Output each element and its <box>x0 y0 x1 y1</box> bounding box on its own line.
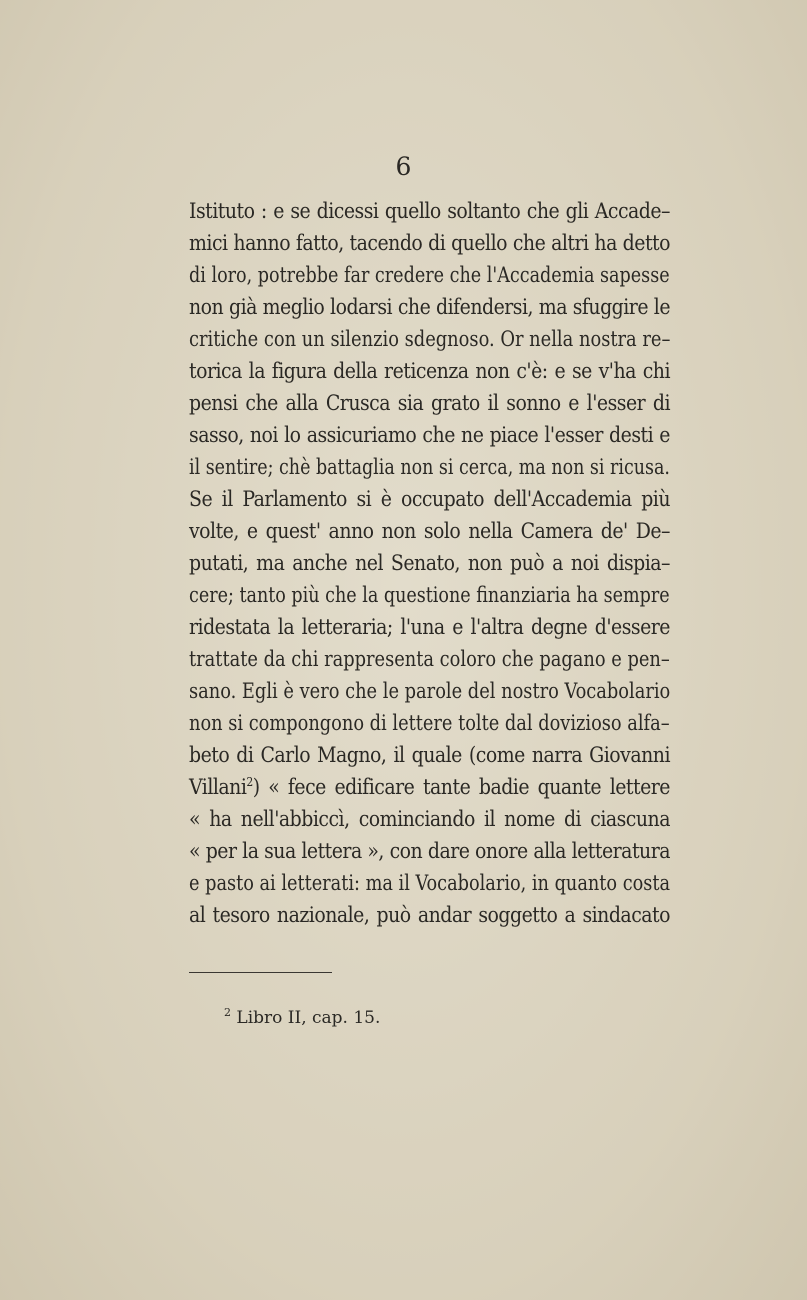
text-line: non si compongono di lettere tolte dal dovizioso alfa– <box>189 711 670 735</box>
text-line: Istituto : e se dicessi quello soltanto che gli Accade– <box>189 199 670 223</box>
text-line: torica la figura della reticenza non c'è: e se v'ha chi <box>189 359 670 383</box>
text-line: trattate da chi rappresenta coloro che pagano e pen– <box>189 647 670 671</box>
line-start: Villani <box>189 775 247 799</box>
body-text <box>189 195 670 931</box>
text-line-with-note <box>189 771 670 803</box>
text-line: e pasto ai letterati: ma il Vocabolario, in quanto costa <box>189 871 671 895</box>
text-line: pensi che alla Crusca sia grato il sonno e l'esser di <box>189 391 670 415</box>
text-line: critiche con un silenzio sdegnoso. Or nella nostra re– <box>189 327 671 351</box>
text-line: mici hanno fatto, tacendo di quello che altri ha detto <box>189 231 670 255</box>
text-line: volte, e quest' anno non solo nella Camera de' De– <box>189 519 670 543</box>
text-line: ridestata la letteraria; l'una e l'altra degne d'essere <box>189 615 670 639</box>
footnote-reference[interactable]: 2 <box>246 775 253 789</box>
text-line: non già meglio lodarsi che difendersi, ma sfuggire le <box>189 295 670 319</box>
text-line: cere; tanto più che la questione finanziaria ha sempre <box>189 583 670 607</box>
text-line: « ha nell'abbiccì, cominciando il nome di ciascuna <box>189 807 670 831</box>
text-line: Se il Parlamento si è occupato dell'Accademia più <box>189 487 670 511</box>
text-line: di loro, potrebbe far credere che l'Accademia sapesse <box>189 263 670 287</box>
text-line: « per la sua lettera », con dare onore alla letteratura <box>189 839 670 863</box>
footnote-text: Libro II, cap. 15. <box>236 1008 381 1028</box>
text-line: beto di Carlo Magno, il quale (come narra Giovanni <box>189 743 670 767</box>
text-line: al tesoro nazionale, può andar soggetto a sindacato <box>189 903 670 927</box>
text-line: sano. Egli è vero che le parole del nostro Vocabolario <box>189 679 671 703</box>
text-line: putati, ma anche nel Senato, non può a noi dispia– <box>189 551 670 575</box>
text-line: il sentire; chè battaglia non si cerca, ma non si ricusa. <box>189 455 670 479</box>
line-rest: ) « fece edificare tante badie quante lettere <box>252 775 670 799</box>
page-number: 6 <box>395 152 412 181</box>
footnote-mark: 2 <box>224 1006 231 1019</box>
footnote-divider <box>189 972 332 973</box>
text-line: sasso, noi lo assicuriamo che ne piace l'esser desti e <box>189 423 670 447</box>
footnote <box>224 1006 380 1030</box>
